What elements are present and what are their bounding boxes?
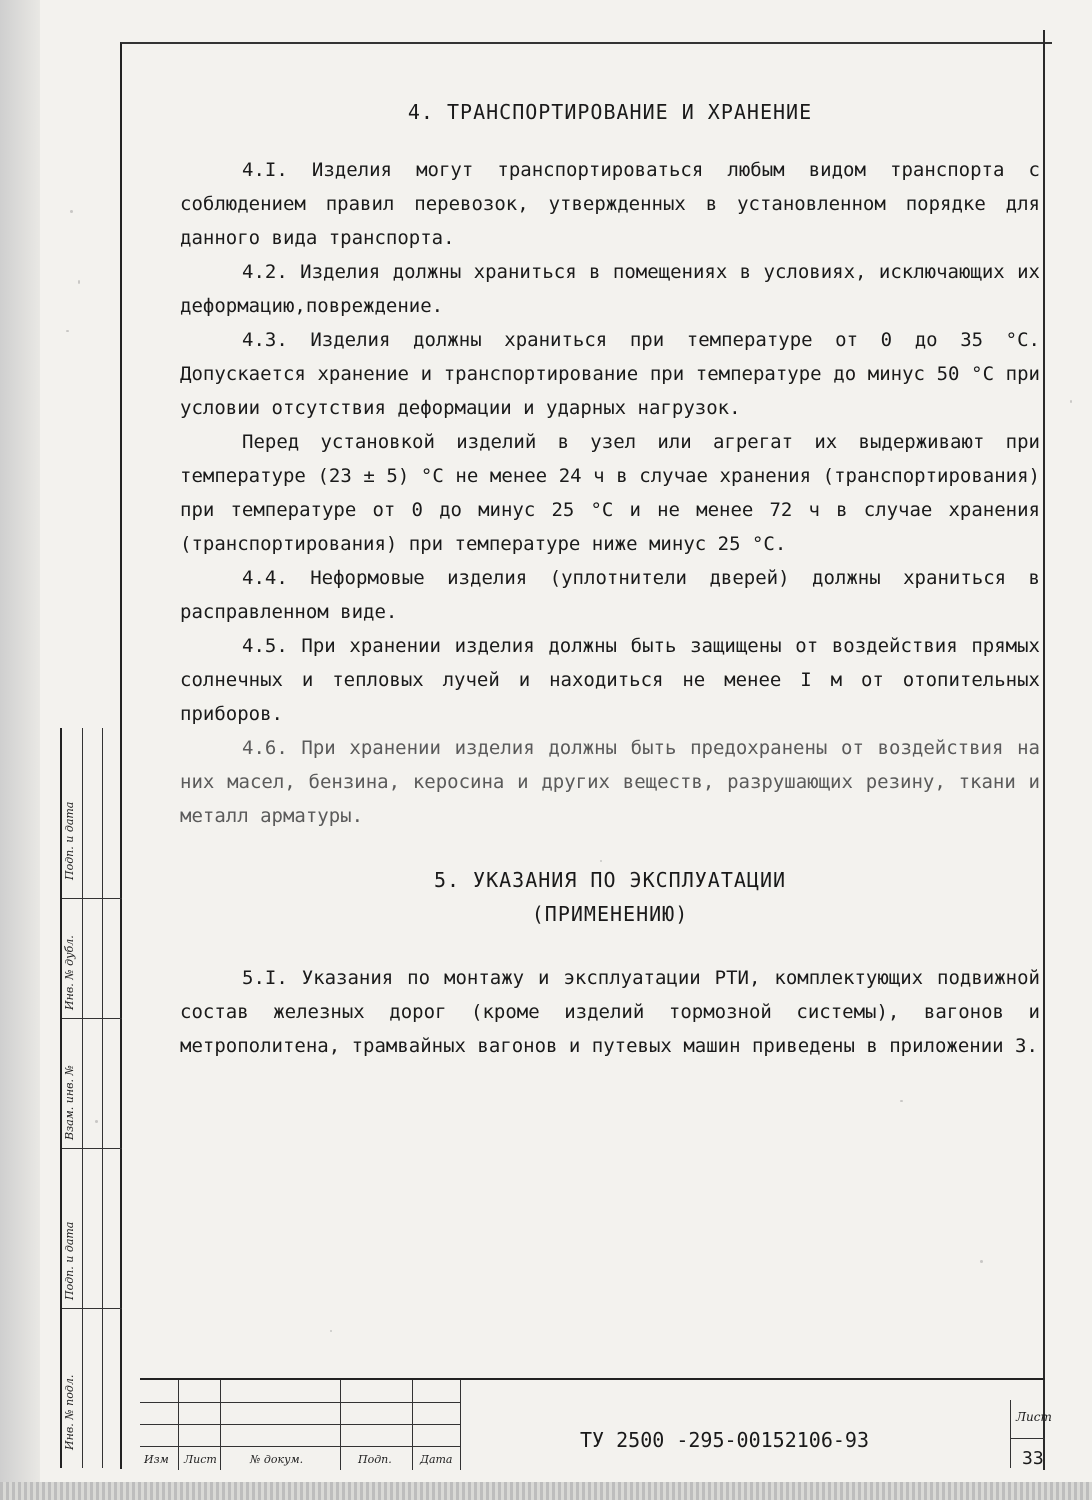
title-block-row xyxy=(140,1424,460,1425)
title-block xyxy=(140,1378,1045,1470)
title-block-label-sheet: Лист xyxy=(184,1453,217,1466)
strip-label-original-inv: Инв. № подл. xyxy=(63,1374,76,1450)
section-4-title: 4. ТРАНСПОРТИРОВАНИЕ И ХРАНЕНИЕ xyxy=(407,100,813,124)
title-block-label-doc-number: № докум. xyxy=(250,1453,304,1466)
title-block-label-change: Изм xyxy=(144,1453,169,1466)
strip-label-sign-date-2: Подп. и дата xyxy=(63,1221,76,1300)
section-5-title: 5. УКАЗАНИЯ ПО ЭКСПЛУАТАЦИИ xyxy=(433,868,787,892)
paragraph-4-3: 4.3. Изделия должны храниться при температуре от 0 до 35 °С. Допускается хранение и транспортирование при температуре до минус 50 °С при условии отсутствия деформации и ударных нагрузок. xyxy=(180,329,1040,419)
title-block-label-date: Дата xyxy=(420,1453,453,1466)
strip-column xyxy=(82,728,103,1468)
title-block-label-signature: Подп. xyxy=(358,1453,392,1466)
sheet-number-divider xyxy=(1010,1438,1045,1439)
document-code: ТУ 2500 -295-00152106-93 xyxy=(580,1428,869,1452)
paragraph-4-3-continued: Перед установкой изделий в узел или агрегат их выдерживают при температуре (23 ± 5) °С не менее 24 ч в случае хранения (транспортирования) при температуре от 0 до минус 25 °С и не менее 72 ч в случае хранения (транспортирования) при температуре ниже минус 25 °С. xyxy=(180,431,1040,555)
document-frame-right-line xyxy=(1043,30,1045,1470)
strip-divider xyxy=(62,1018,122,1019)
strip-divider xyxy=(62,898,122,899)
scan-page-edge xyxy=(0,0,40,1500)
scan-bottom-edge xyxy=(0,1482,1092,1500)
title-block-row xyxy=(140,1402,460,1403)
paragraph-4-5: 4.5. При хранении изделия должны быть защищены от воздействия прямых солнечных и тепловых лучей и находиться не менее I м от отопительных приборов. xyxy=(180,635,1040,725)
paragraph-4-1: 4.I. Изделия могут транспортироваться любым видом транспорта с соблюдением правил перевозок, утвержденных в установленном порядке для данного вида транспорта. xyxy=(180,159,1040,249)
document-body xyxy=(180,95,1040,1063)
strip-label-duplicate-inv: Инв. № дубл. xyxy=(63,935,76,1010)
paragraph-5-1: 5.I. Указания по монтажу и эксплуатации РТИ, комплектующих подвижной состав железных дорог (кроме изделий тормозной системы), вагонов и метрополитена, трамвайных вагонов и путевых машин приведены в приложении 3. xyxy=(180,967,1040,1057)
strip-divider xyxy=(62,1148,122,1149)
section-5-subtitle: (ПРИМЕНЕНИЮ) xyxy=(531,902,689,926)
strip-divider xyxy=(62,1308,122,1309)
paragraph-4-6: 4.6. При хранении изделия должны быть предохранены от воздействия на них масел, бензина, керосина и других веществ, разрушающих резину, ткани и металл арматуры. xyxy=(180,737,1040,827)
paragraph-4-4: 4.4. Неформовые изделия (уплотнители дверей) должны храниться в расправленном виде. xyxy=(180,567,1040,623)
title-block-row xyxy=(140,1446,460,1447)
paragraph-4-2: 4.2. Изделия должны храниться в помещениях в условиях, исключающих их деформацию,повреждение. xyxy=(180,261,1040,317)
sheet-label: Лист xyxy=(1016,1410,1052,1424)
strip-label-replace-inv: Взам. инв. № xyxy=(63,1065,76,1140)
strip-label-sign-date: Подп. и дата xyxy=(63,801,76,880)
sheet-number: 33 xyxy=(1022,1448,1044,1469)
